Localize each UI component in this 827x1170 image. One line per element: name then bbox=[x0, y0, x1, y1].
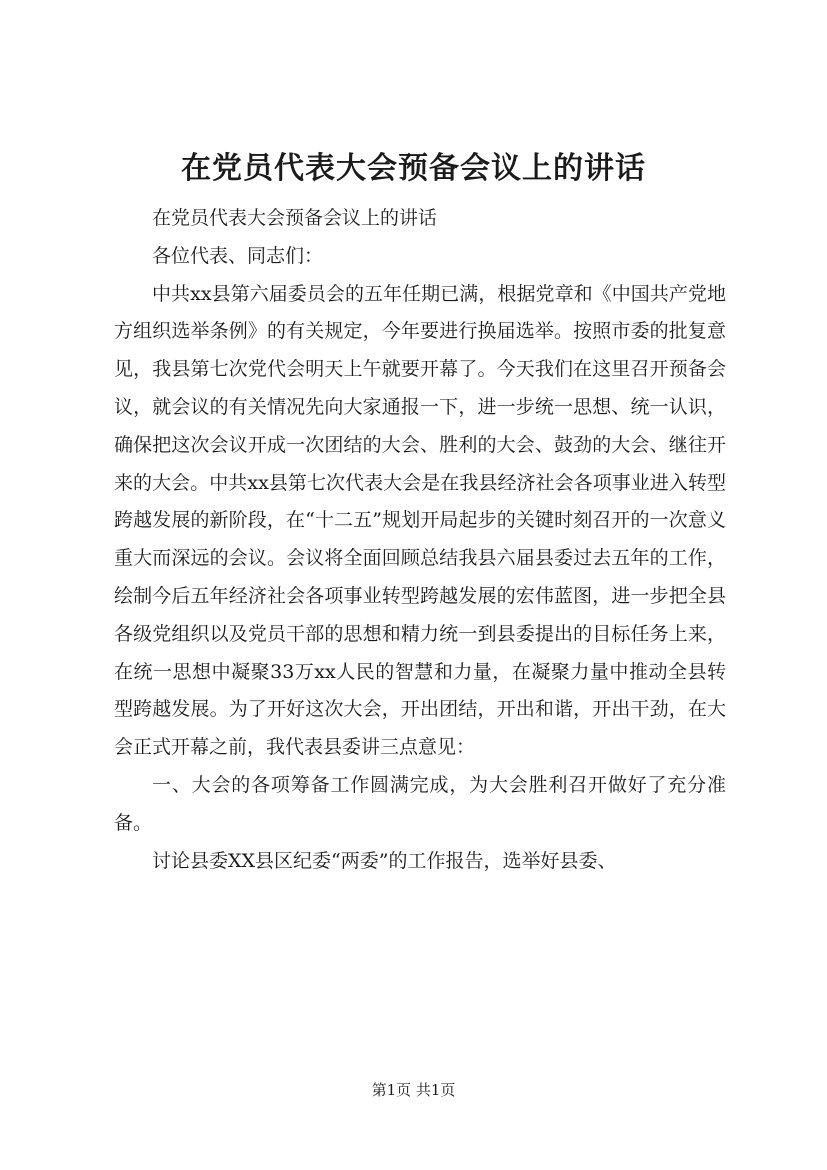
paragraph-section-one-heading: 一、大会的各项筹备工作圆满完成，为大会胜利召开做好了充分准备。 bbox=[114, 773, 726, 834]
paragraph-salutation: 各位代表、同志们： bbox=[152, 244, 324, 267]
document-title: 在党员代表大会预备会议上的讲话 bbox=[181, 151, 646, 186]
page-footer: 第1页 共1页 bbox=[371, 1081, 456, 1099]
paragraph-intro: 中共xx县第六届委员会的五年任期已满，根据党章和《中国共产党地方组织选举条例》的有关规定，今年要进行换届选举。按照市委的批复意见，我县第七次党代会明天上午就要开幕了。今天我们在这里召开预备会议，就会议的有关情况先向大家通报一下，进一步统一思想、统一认识，确保把这次会议开成一次团结的大会、胜利的大会、鼓劲的大会、继往开来的大会。中共xx县第七次代表大会是在我县经济社会各项事业进入转型跨越发展的新阶段，在“十二五”规划开局起步的关键时刻召开的一次意义重大而深远的会议。会议将全面回顾总结我县六届县委过去五年的工作，绘制今后五年经济社会各项事业转型跨越发展的宏伟蓝图，进一步把全县各级党组织以及党员干部的思想和精力统一到县委提出的目标任务上来，在统一思想中凝聚33万xx人民的智慧和力量，在凝聚力量中推动全县转型跨越发展。为了开好这次大会，开出团结，开出和谐，开出干劲，在大会正式开幕之前，我代表县委讲三点意见： bbox=[114, 282, 726, 759]
document-body bbox=[114, 200, 726, 880]
paragraph-subtitle: 在党员代表大会预备会议上的讲话 bbox=[152, 207, 438, 229]
paragraph-continuation: 讨论县委XX县区纪委“两委”的工作报告，选举好县委、 bbox=[152, 849, 617, 872]
